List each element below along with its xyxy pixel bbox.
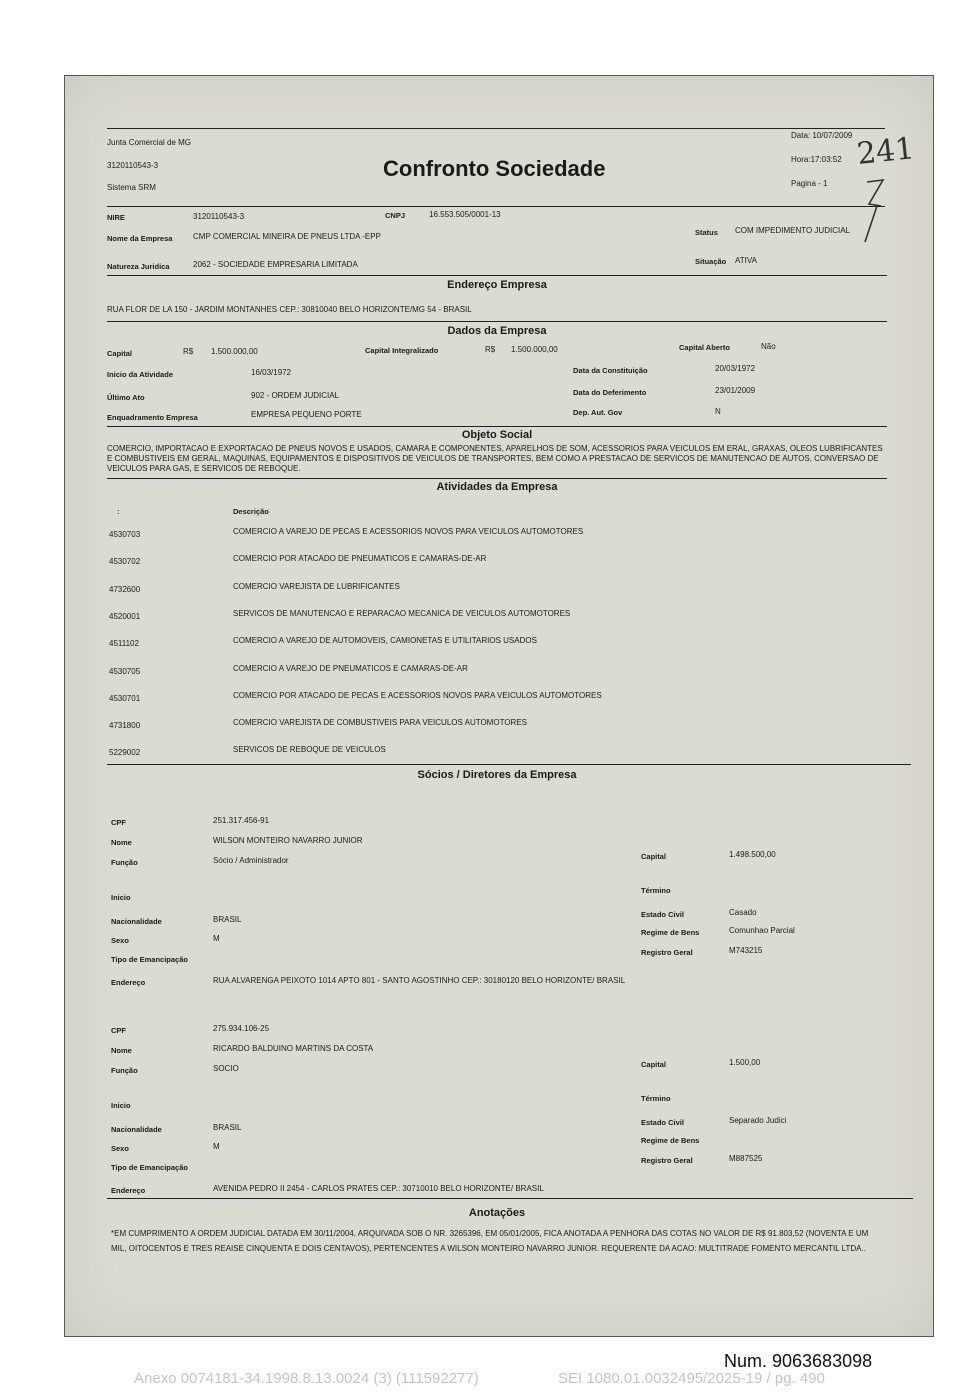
nire-label: NIRE <box>107 213 125 222</box>
partner-funcao-value: Sócio / Administrador <box>213 856 289 865</box>
partner-sexo-label: Sexo <box>111 1144 129 1153</box>
header-date: Data: 10/07/2009 <box>791 131 853 140</box>
company-name: CMP COMERCIAL MINEIRA DE PNEUS LTDA -EPP <box>193 232 381 241</box>
partner-nome-value: WILSON MONTEIRO NAVARRO JUNIOR <box>213 836 363 845</box>
deferimento-value: 23/01/2009 <box>715 386 756 395</box>
partner-regime-label: Regime de Bens <box>641 928 700 937</box>
header-top-rule <box>107 128 885 129</box>
endereco-rule <box>107 275 887 276</box>
socios-title: Sócios / Diretores da Empresa <box>417 769 577 781</box>
socios-rule <box>107 764 911 765</box>
activity-code: 4732600 <box>109 584 141 594</box>
partner-endereco-value: AVENIDA PEDRO II 2454 - CARLOS PRATES CEP.: 30710010 BELO HORIZONTE/ BRASIL <box>213 1184 544 1193</box>
partner-nome-value: RICARDO BALDUINO MARTINS DA COSTA <box>213 1044 374 1053</box>
activity-description: COMERCIO A VAREJO DE PNEUMATICOS E CAMARAS-DE-AR <box>233 663 468 673</box>
partner-sexo-value: M <box>213 934 220 943</box>
objeto-title: Objeto Social <box>461 429 533 441</box>
partner-registro-value: M743215 <box>729 946 763 955</box>
partner-termino-label: Término <box>641 886 671 895</box>
partner-regime-label: Regime de Bens <box>641 1136 700 1145</box>
partner-nome-label: Nome <box>111 838 132 847</box>
ultimo-ato-value: 902 - ORDEM JUDICIAL <box>251 391 340 400</box>
org-code: 3120110543-3 <box>107 161 159 170</box>
org-name: Junta Comercial de MG <box>107 138 192 147</box>
constituicao-label: Data da Constituição <box>573 366 648 375</box>
activity-description: COMERCIO POR ATACADO DE PECAS E ACESSORIOS NOVOS PARA VEICULOS AUTOMOTORES <box>233 690 602 700</box>
partner-nacionalidade-label: Nacionalidade <box>111 917 162 926</box>
capital-value: 1.500.000,00 <box>211 347 258 356</box>
partner-registro-value: M887525 <box>729 1154 763 1163</box>
header-time: Hora:17:03:52 <box>791 155 842 164</box>
partner-capital-value: 1.498.500,00 <box>729 850 776 859</box>
activity-code: 4530703 <box>109 530 141 539</box>
endereco-text: RUA FLOR DE LA 150 - JARDIM MONTANHES CEP.: 30810040 BELO HORIZONTE/MG 54 - BRASIL <box>107 305 472 314</box>
partner-estado-civil-label: Estado Civil <box>641 1118 684 1127</box>
page-title: Confronto Sociedade <box>383 156 606 181</box>
handwritten-number: 241 <box>855 131 916 172</box>
atividades-code-header: : <box>117 507 120 516</box>
status-value: COM IMPEDIMENTO JUDICIAL <box>735 226 850 235</box>
anotacoes-text: *EM CUMPRIMENTO A ORDEM JUDICIAL DATADA EM 30/11/2004, ARQUIVADA SOB O NR. 3265396, EM 05/01/2005, FICA ANOTADA A PENHORA DAS COTAS NO VALOR DE R$ 91.803,52 (NOVENTA E UM MIL, OITOCENTOS E TRES REAISE CINQUENTA E DOIS CENTAVOS), PERTENCENTES A WILSON MONTEIRO NAVARRO JUNIOR. REQUERENTE DA ACAO: MULTITRADE FOMENTO MERCANTIL LTDA.. <box>111 1229 869 1253</box>
activity-code: 4511102 <box>109 639 139 649</box>
partner-sexo-label: Sexo <box>111 936 129 945</box>
partner-sexo-value: M <box>213 1142 220 1151</box>
natureza-value: 2062 - SOCIEDADE EMPRESARIA LIMITADA <box>193 260 358 269</box>
activity-description: COMERCIO A VAREJO DE AUTOMOVEIS, CAMIONETAS E UTILITARIOS USADOS <box>233 636 537 646</box>
partner-estado-civil-value: Separado Judici <box>729 1116 787 1125</box>
company-top-rule <box>107 206 885 207</box>
dados-rule <box>107 321 887 322</box>
activity-code: 4530705 <box>109 666 141 676</box>
activity-description: COMERCIO A VAREJO DE PECAS E ACESSORIOS NOVOS PARA VEICULOS AUTOMOTORES <box>233 527 584 536</box>
partner-cpf-label: CPF <box>111 818 126 827</box>
anotacoes-title: Anotações <box>468 1207 526 1219</box>
partner-funcao-label: Função <box>111 1066 138 1075</box>
partner-endereco-label: Endereço <box>111 1186 146 1195</box>
capital-aberto-value: Não <box>761 342 776 351</box>
activity-description: COMERCIO POR ATACADO DE PNEUMATICOS E CAMARAS-DE-AR <box>233 554 487 564</box>
activity-description: SERVICOS DE MANUTENCAO E REPARACAO MECANICA DE VEICULOS AUTOMOTORES <box>233 608 571 618</box>
partner-inicio-label: Inicio <box>111 893 131 902</box>
partner-inicio-label: Inicio <box>111 1101 131 1110</box>
capital-integralizado-currency: R$ <box>485 345 496 354</box>
partner-capital-label: Capital <box>641 852 667 861</box>
enquadramento-value: EMPRESA PEQUENO PORTE <box>251 410 362 419</box>
handwritten-stroke <box>861 176 891 246</box>
header-page: Pagina - 1 <box>791 179 828 188</box>
cnpj-label: CNPJ <box>385 211 406 220</box>
inicio-atividade-value: 16/03/1972 <box>251 368 292 377</box>
partner-cpf-value: 251.317.456-91 <box>213 816 270 825</box>
capital-aberto-label: Capital Aberto <box>679 343 730 352</box>
document-number: Num. 9063683098 <box>724 1351 873 1371</box>
partner-funcao-label: Função <box>111 858 138 867</box>
system-name: Sistema SRM <box>107 183 156 192</box>
activity-description: COMERCIO VAREJISTA DE LUBRIFICANTES <box>233 581 400 591</box>
status-label: Status <box>695 228 718 237</box>
situacao-value: ATIVA <box>735 256 757 265</box>
activity-description: COMERCIO VAREJISTA DE COMBUSTIVEIS PARA VEICULOS AUTOMOTORES <box>233 718 527 728</box>
objeto-social-text: COMERCIO, IMPORTACAO E EXPORTACAO DE PNEUS NOVOS E USADOS, CAMARA E COMPONENTES, APARELHOS DE SOM, ACESSORIOS PARA VEICULOS EM ERAL, GRAXAS, OLEOS LUBRIFICANTES E COMBUSTIVEIS EM GERAL, MAQUINAS, EQUIPAMENTOS E DISPOSITIVOS DE VEICULOS DE TRANSPORTES, BEM COMO A PRESTACAO DE SERVICOS DE MANUTENCAO DE AUTOS, CONVERSAO DE VEICULOS PARA GAS, E SERVICOS DE REBOQUE. <box>107 444 883 473</box>
activity-description: SERVICOS DE REBOQUE DE VEICULOS <box>233 745 386 755</box>
capital-label: Capital <box>107 349 133 358</box>
partner-endereco-label: Endereço <box>111 978 146 987</box>
partner-emancipacao-label: Tipo de Emancipação <box>111 955 188 964</box>
enquadramento-label: Enquadramento Empresa <box>107 413 198 422</box>
partner-capital-value: 1.500,00 <box>729 1058 761 1067</box>
atividades-title: Atividades da Empresa <box>436 481 558 493</box>
atividades-desc-header: Descrição <box>233 507 269 516</box>
partner-cpf-label: CPF <box>111 1026 126 1035</box>
cnpj-value: 16.553.505/0001-13 <box>429 210 501 219</box>
natureza-label: Natureza Juridica <box>107 262 170 271</box>
capital-integralizado-label: Capital Integralizado <box>365 346 439 355</box>
deferimento-label: Data do Deferimento <box>573 388 647 397</box>
endereco-title: Endereço Empresa <box>447 279 547 291</box>
constituicao-value: 20/03/1972 <box>715 364 756 373</box>
partner-endereco-value: RUA ALVARENGA PEIXOTO 1014 APTO 801 - SANTO AGOSTINHO CEP.: 30180120 BELO HORIZONTE/ BRASIL <box>213 976 626 985</box>
partner-termino-label: Término <box>641 1094 671 1103</box>
partner-capital-label: Capital <box>641 1060 667 1069</box>
objeto-rule <box>107 426 887 427</box>
partner-nome-label: Nome <box>111 1046 132 1055</box>
partner-cpf-value: 275.934.106-25 <box>213 1024 270 1033</box>
anexo-reference: Anexo 0074181-34.1998.8.13.0024 (3) (111592277) <box>134 1370 479 1387</box>
activity-code: 5229002 <box>109 748 141 758</box>
inicio-atividade-label: Inicio da Atividade <box>107 370 173 379</box>
partner-nacionalidade-value: BRASIL <box>213 1123 242 1132</box>
partner-regime-value: Comunhao Parcial <box>729 926 795 935</box>
company-name-label: Nome da Empresa <box>107 234 173 243</box>
partner-emancipacao-label: Tipo de Emancipação <box>111 1163 188 1172</box>
capital-integralizado-value: 1.500.000,00 <box>511 345 558 354</box>
partner-estado-civil-label: Estado Civil <box>641 910 684 919</box>
atividades-rule <box>107 478 887 479</box>
partner-funcao-value: SOCIO <box>213 1064 239 1073</box>
partner-estado-civil-value: Casado <box>729 908 757 917</box>
partner-registro-label: Registro Geral <box>641 948 693 957</box>
sei-reference: SEI 1080.01.0032495/2025-19 / pg. 490 <box>558 1370 825 1387</box>
scanned-document <box>64 75 934 1337</box>
activity-code: 4530701 <box>109 693 141 703</box>
dep-aut-gov-label: Dep. Aut. Gov <box>573 408 623 417</box>
dep-aut-gov-value: N <box>715 407 721 416</box>
activity-code: 4520001 <box>109 611 141 621</box>
partner-registro-label: Registro Geral <box>641 1156 693 1165</box>
activity-code: 4530702 <box>109 557 141 567</box>
dados-title: Dados da Empresa <box>447 325 547 337</box>
anotacoes-rule <box>107 1198 913 1199</box>
nire-value: 3120110543-3 <box>193 212 245 221</box>
ultimo-ato-label: Último Ato <box>107 393 145 402</box>
partner-nacionalidade-label: Nacionalidade <box>111 1125 162 1134</box>
situacao-label: Situação <box>695 257 727 266</box>
partner-nacionalidade-value: BRASIL <box>213 915 242 924</box>
capital-currency: R$ <box>183 347 194 356</box>
activity-code: 4731800 <box>109 721 141 731</box>
